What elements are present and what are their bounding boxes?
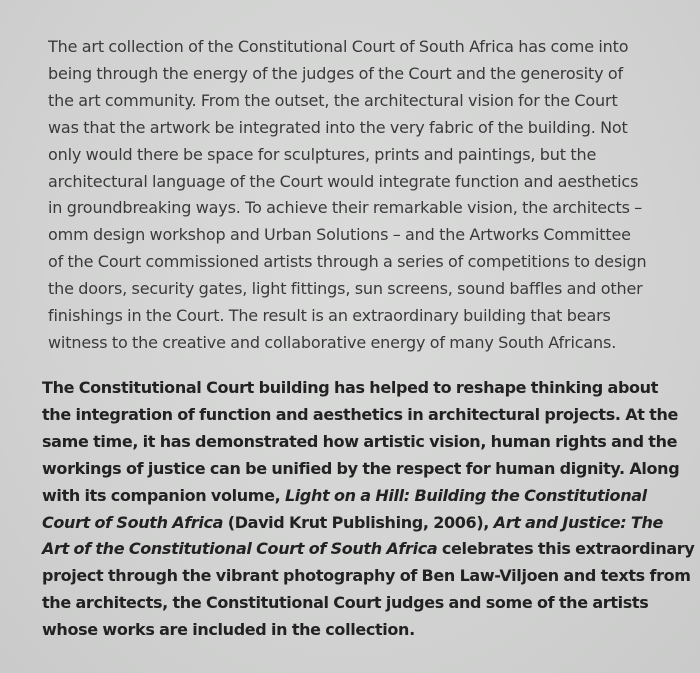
text-line: omm design workshop and Urban Solutions – and the Artworks Committee <box>48 225 631 245</box>
text-panel <box>42 34 695 640</box>
book-title-light-on-a-hill-cont: Court of South Africa <box>42 512 224 532</box>
text-line: being through the energy of the judges of the Court and the generosity of <box>48 63 623 83</box>
text-line: project through the vibrant photography of Ben Law-Viljoen and texts from <box>42 566 691 586</box>
text-line: in groundbreaking ways. To achieve their remarkable vision, the architects – <box>48 198 643 218</box>
text-line <box>42 483 694 510</box>
text-line <box>42 510 694 537</box>
text-line: witness to the creative and collaborative energy of many South Africans. <box>48 332 617 352</box>
text-line: of the Court commissioned artists through a series of competitions to design <box>48 252 647 272</box>
text-line: the art community. From the outset, the architectural vision for the Court <box>48 90 618 110</box>
paragraph-building-summary <box>42 375 694 644</box>
text-line: whose works are included in the collection. <box>42 620 415 640</box>
book-title-light-on-a-hill: Light on a Hill: Building the Constitutional <box>284 485 647 505</box>
paragraph-collection-intro <box>48 34 673 357</box>
text-line <box>42 536 694 563</box>
text-line: the architects, the Constitutional Court judges and some of the artists <box>42 593 649 613</box>
text-segment: celebrates this extraordinary <box>437 539 695 559</box>
text-line: was that the artwork be integrated into the very fabric of the building. Not <box>48 117 628 137</box>
text-line: finishings in the Court. The result is an extraordinary building that bears <box>48 306 611 326</box>
text-line: same time, it has demonstrated how artistic vision, human rights and the <box>42 431 678 451</box>
book-title-art-and-justice: Art and Justice: The <box>493 512 664 532</box>
text-segment: with its companion volume, <box>42 485 285 505</box>
text-line: the doors, security gates, light fittings, sun screens, sound baffles and other <box>48 279 643 299</box>
text-line: The art collection of the Constitutional Court of South Africa has come into <box>48 37 629 56</box>
text-segment: (David Krut Publishing, 2006), <box>223 512 494 532</box>
text-line: architectural language of the Court would integrate function and aesthetics <box>48 171 639 191</box>
text-line: only would there be space for sculptures, prints and paintings, but the <box>48 144 597 164</box>
text-line: workings of justice can be unified by the respect for human dignity. Along <box>42 458 680 478</box>
text-line: The Constitutional Court building has helped to reshape thinking about <box>42 378 659 397</box>
book-title-art-and-justice-cont: Art of the Constitutional Court of South Africa <box>42 539 438 559</box>
text-line: the integration of function and aesthetics in architectural projects. At the <box>42 404 679 424</box>
